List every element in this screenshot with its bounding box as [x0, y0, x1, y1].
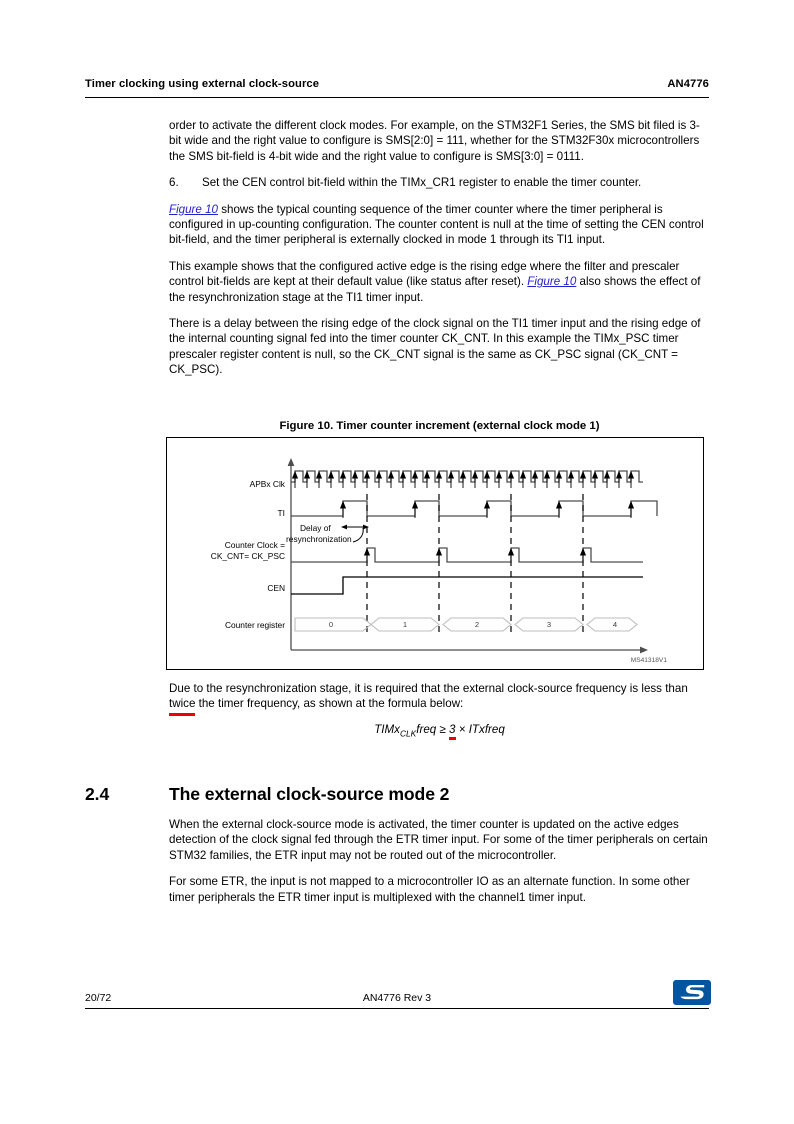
- header-title: Timer clocking using external clock-source: [85, 78, 320, 90]
- header-divider: [85, 97, 709, 98]
- counter-value-4: 4: [612, 620, 618, 629]
- formula-prefix: TIMx: [374, 723, 400, 736]
- label-cen: CEN: [267, 583, 285, 593]
- waveform-cen: [291, 577, 643, 594]
- footer-divider: [85, 1008, 709, 1009]
- label-ti: TI: [277, 508, 285, 518]
- paragraph-resync-b: the timer frequency, as shown at the formula below:: [195, 697, 464, 711]
- main-content-after-figure: [169, 681, 710, 723]
- footer-doc-revision: AN4776 Rev 3: [362, 992, 432, 1004]
- list-item-6: [169, 175, 710, 190]
- figure-id-tag: MS41318V1: [630, 657, 667, 664]
- paragraph-active-edge-a: This example shows that the configured active edge is the rising edge where the filter and prescaler control bit-fields are kept at their default value (like status after reset).: [169, 259, 680, 289]
- time-axis: [291, 647, 648, 654]
- formula-mid: freq ≥: [416, 723, 450, 736]
- sync-dashed-lines: [367, 494, 583, 634]
- paragraph-delay: There is a delay between the rising edge of the clock signal on the TI1 timer input and the rising edge of the internal counting signal fed into the timer counter CK_CNT. In this example the TIMx_PSC timer prescaler register content is null, so the CK_CNT signal is the same as CK_PSC signal (CK_CNT = CK_PSC).: [169, 317, 701, 377]
- paragraph-active-edge: [169, 259, 710, 305]
- figure-10-link-1[interactable]: Figure 10: [169, 202, 218, 216]
- counter-value-2: 2: [474, 620, 480, 629]
- paragraph-etr-mapping: For some ETR, the input is not mapped to a microcontroller IO as an alternate function. In some other timer peripherals the ETR timer input is multiplexed with the channel1 timer input.: [169, 875, 690, 904]
- paragraph-etr-mode: When the external clock-source mode is activated, the timer counter is updated on the active edges detection of the clock signal fed through the ETR timer input. For some of the timer peripherals on certain STM32 families, the ETR input may not be routed out of the microcontroller.: [169, 818, 708, 862]
- page-header: [85, 78, 709, 90]
- highlighted-word-twice: twice: [169, 697, 196, 711]
- apbx-clk-edge-markers: [293, 472, 634, 488]
- figure-timing-diagram: [166, 437, 704, 670]
- section-heading-2-4: [85, 784, 709, 805]
- section-title: The external clock-source mode 2: [169, 784, 450, 804]
- list-item-text: Set the CEN control bit-field within the TIMx_CR1 register to enable the timer counter.: [202, 176, 642, 190]
- annotation-line-1: Delay of: [300, 523, 331, 533]
- list-item-number: 6.: [169, 176, 179, 190]
- formula-suffix: × ITxfreq: [455, 723, 505, 736]
- paragraph-resync-a: Due to the resynchronization stage, it is required that the external clock-source frequency is less than: [169, 682, 688, 695]
- label-counter-clock-line1: Counter Clock =: [224, 540, 285, 550]
- page-footer: [85, 992, 709, 1008]
- annotation-line-2: resynchronization: [286, 534, 352, 544]
- figure-10-link-2[interactable]: Figure 10: [527, 275, 577, 289]
- waveform-counter-clock: [291, 548, 643, 562]
- paragraph-figure-intro: [169, 202, 710, 248]
- counter-value-0: 0: [328, 620, 334, 629]
- main-content-upper: [169, 118, 710, 389]
- section-number: 2.4: [85, 784, 110, 804]
- paragraph-continuation: order to activate the different clock modes. For example, on the STM32F1 Series, the SMS bit filed is 3-bit wide and the right value to configure is SMS[2:0] = 111, whether for the STM32F30x microcontrollers the SMS bit-field is 4-bit wide and the right value to configure is SMS[3:0] = 0111.: [169, 119, 700, 163]
- formula-highlighted-value: 3: [449, 723, 456, 736]
- waveform-ti: [291, 501, 657, 516]
- timing-diagram-svg: [167, 438, 703, 669]
- st-logo-icon: [673, 980, 711, 1005]
- main-content-section-2-4: [169, 817, 710, 916]
- label-counter-clock-line2: CK_CNT= CK_PSC: [210, 551, 285, 561]
- paragraph-figure-intro-rest: shows the typical counting sequence of the timer counter where the timer peripheral is configured in up-counting configuration. The counter content is null at the time of setting the CEN control bit-field, and the timer peripheral is externally clocked in mode 1 through its TI1 input.: [169, 202, 704, 247]
- label-apbx-clk: APBx Clk: [249, 479, 285, 489]
- formula-frequency-constraint: [169, 723, 710, 738]
- annotation-delay-resynchronization: [286, 523, 369, 544]
- label-counter-register: Counter register: [224, 620, 285, 630]
- counter-value-1: 1: [402, 620, 408, 629]
- paragraph-active-edge-b: also shows the effect of the resynchronization stage at the TI1 timer input.: [169, 275, 701, 304]
- header-doc-id: AN4776: [667, 78, 709, 90]
- footer-page-number: 20/72: [85, 992, 112, 1004]
- paragraph-resync-requirement: [169, 681, 710, 712]
- counter-register-bus: [295, 618, 637, 631]
- figure-caption: Figure 10. Timer counter increment (external clock mode 1): [279, 420, 600, 432]
- formula-subscript: CLK: [399, 728, 417, 739]
- counter-register-values: [329, 620, 617, 629]
- counter-value-3: 3: [546, 620, 552, 629]
- vertical-axis: [288, 458, 295, 650]
